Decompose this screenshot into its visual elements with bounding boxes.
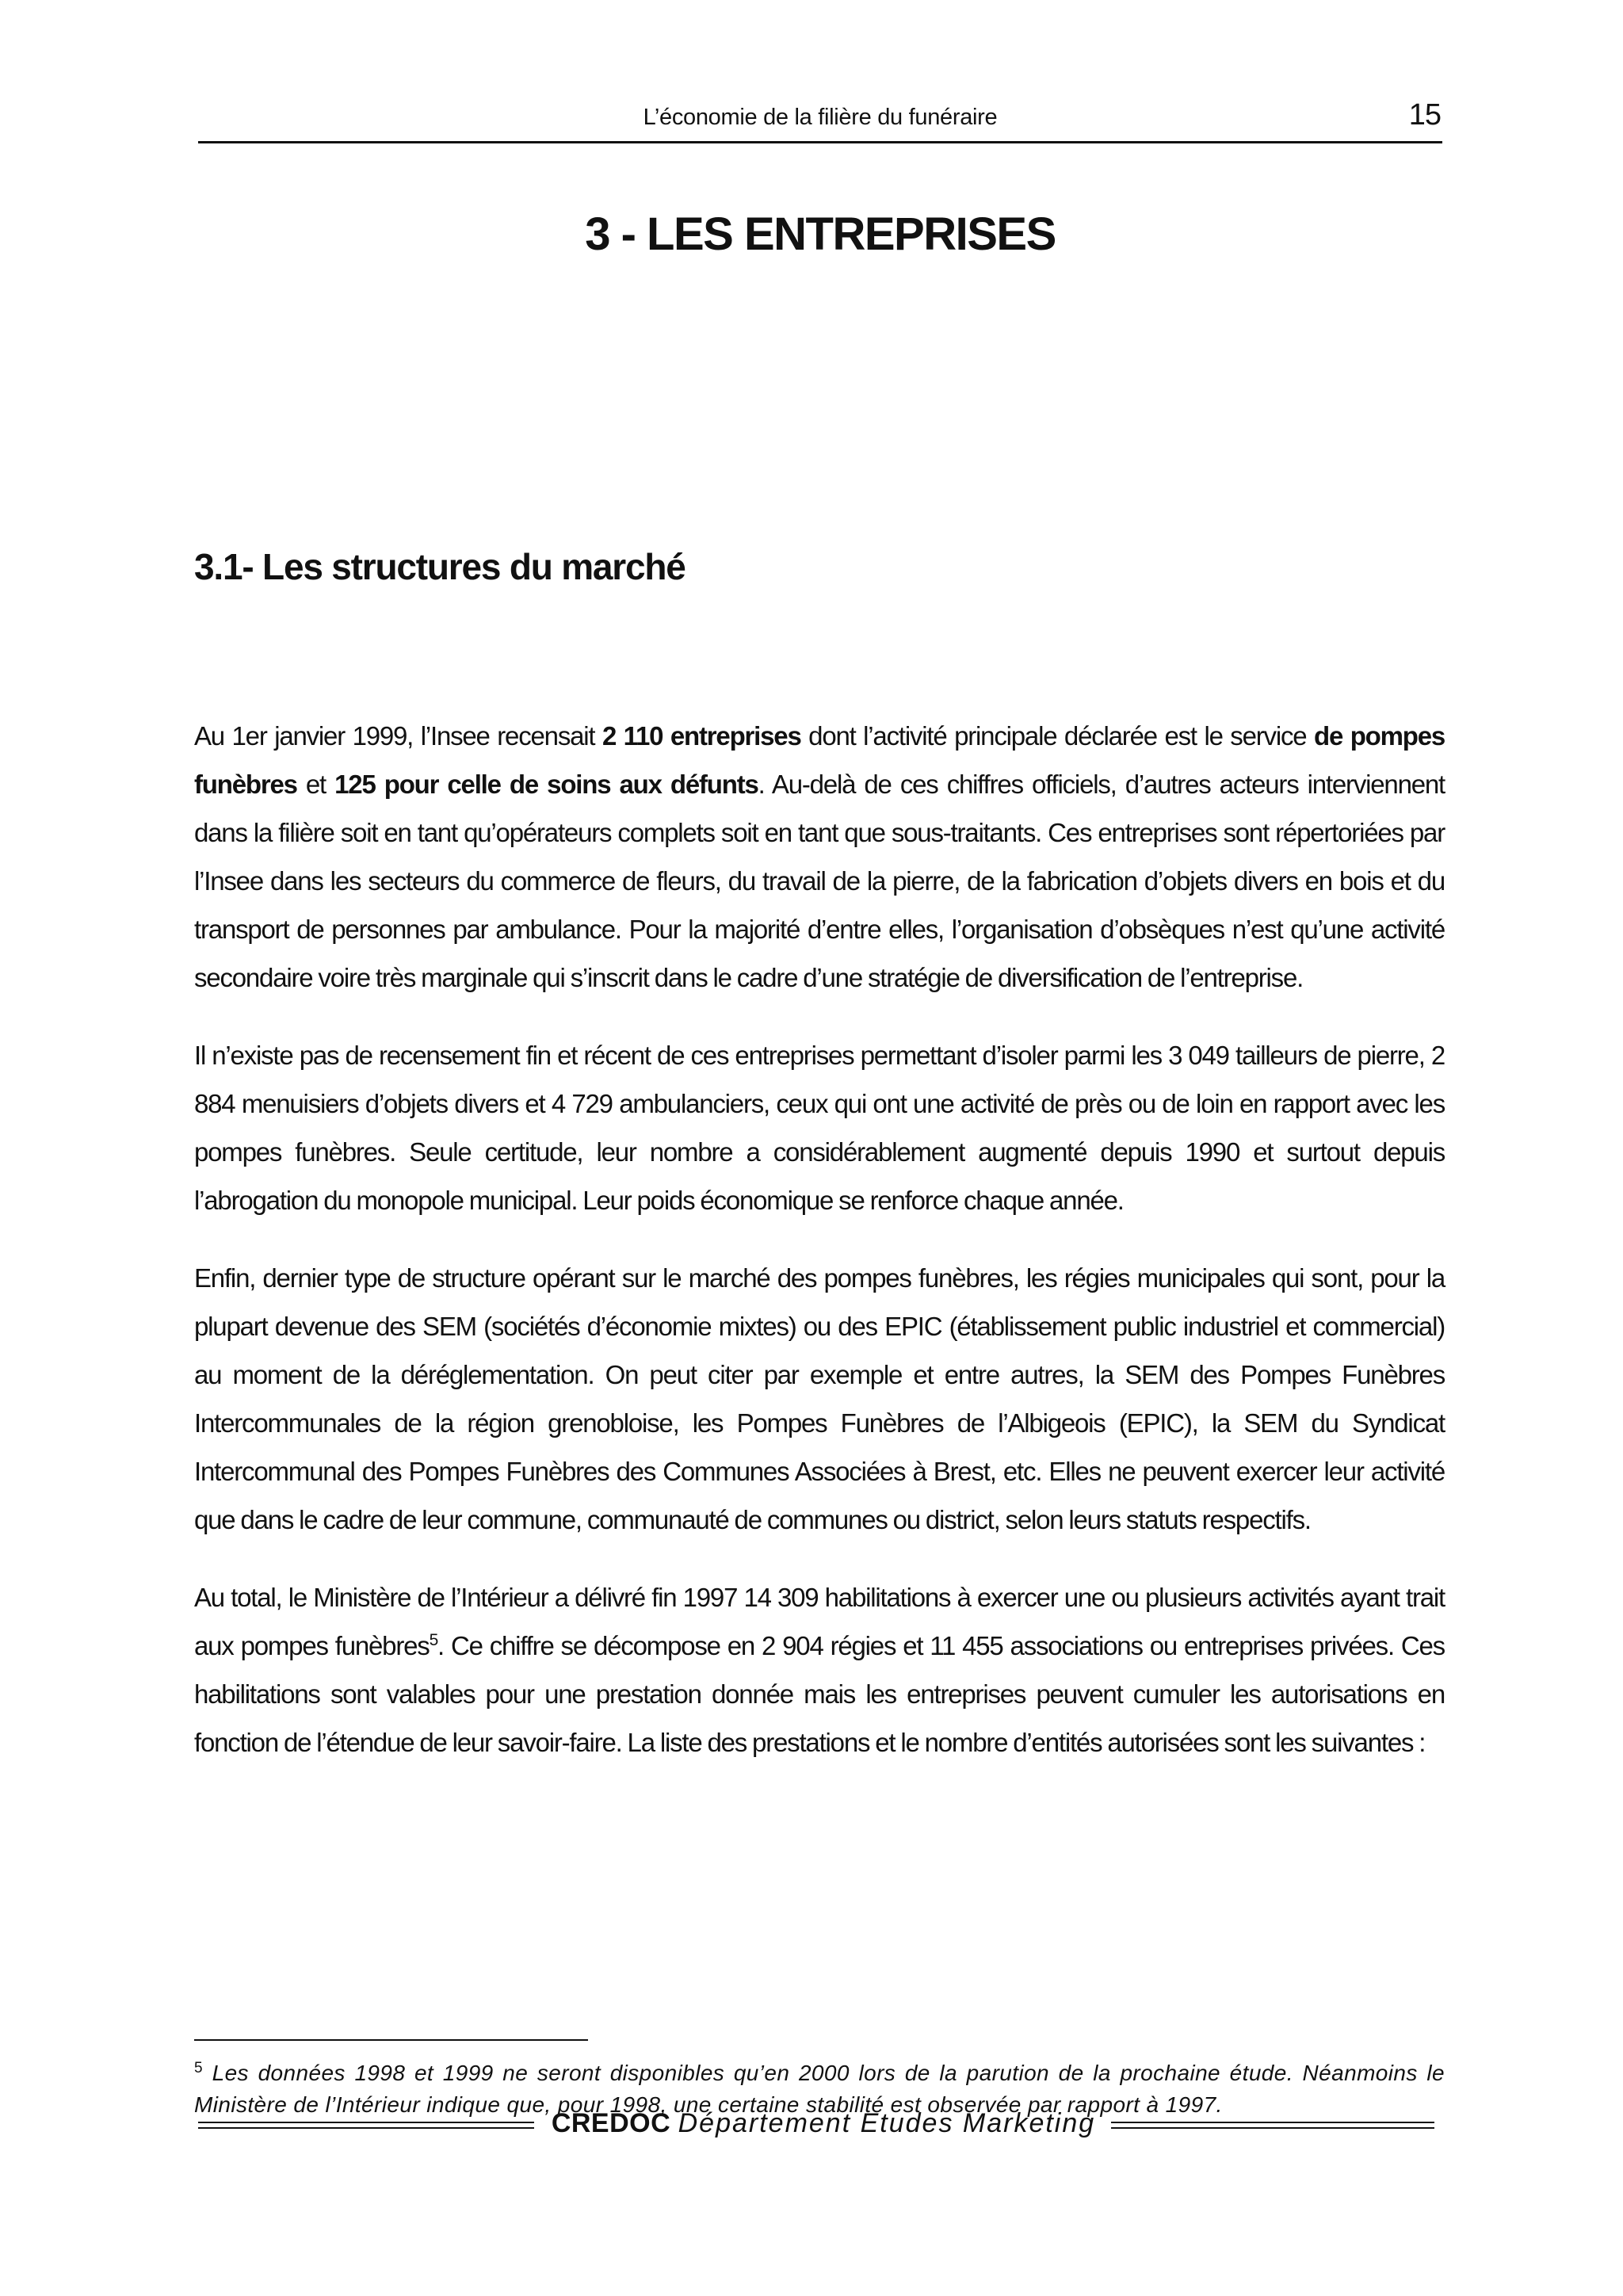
footer-rule-right [1111, 2122, 1434, 2129]
paragraph [194, 1254, 1445, 1544]
paragraph-text: dont l’activité principale déclarée est le service [800, 721, 1315, 751]
paragraph [194, 712, 1445, 1002]
footnote-reference: 5 [429, 1631, 438, 1649]
body-text [194, 712, 1445, 1796]
footer-rule-left [198, 2122, 534, 2129]
footer-department: Département Etudes Marketing [678, 2108, 1096, 2138]
paragraph-text: Enfin, dernier type de structure opérant sur le marché des pompes funèbres, les régies municipales qui sont, pour la plupart devenue des SEM (sociétés d’économie mixtes) ou des EPIC (établissement public industriel et commercial) au moment de la déréglementation. On peut citer par exemple et entre autres, la SEM des Pompes Funèbres Intercommunales de la région grenobloise, les Pompes Funèbres de l’Albigeois (EPIC), la SEM du Syndicat Intercommunal des Pompes Funèbres des Communes Associées à Brest, etc. Elles ne peuvent exercer leur activité que dans le cadre de leur commune, communauté de communes ou district, selon leurs statuts respectifs. [194, 1263, 1445, 1534]
footer-text [537, 2108, 1109, 2139]
page-header [198, 97, 1442, 143]
paragraph-text: . Ce chiffre se décompose en 2 904 régies et 11 455 associations ou entreprises privées. Ces habilitations sont valables pour une prestation donnée mais les entreprises peuvent cumuler les autorisations en fonction de l’étendue de leur savoir-faire. La liste des prestations et le nombre d’entités autorisées sont les suivantes : [194, 1631, 1445, 1757]
paragraph-text: Il n’existe pas de recensement fin et récent de ces entreprises permettant d’isoler parmi les 3 049 tailleurs de pierre, 2 884 menuisiers d’objets divers et 4 729 ambulanciers, ceux qui ont une activité de près ou de loin en rapport avec les pompes funèbres. Seule certitude, leur nombre a considérablement augmenté depuis 1990 et surtout depuis l’abrogation du monopole municipal. Leur poids économique se renforce chaque année. [194, 1041, 1445, 1215]
chapter-title: 3 - LES ENTREPRISES [585, 208, 1056, 260]
paragraph-text: . Au-delà de ces chiffres officiels, d’autres acteurs interviennent dans la filière soit en tant qu’opérateurs complets soit en tant que sous-traitants. Ces entreprises sont répertoriées par l’Insee dans les secteurs du commerce de fleurs, du travail de la pierre, de la fabrication d’objets divers en bois et du transport de personnes par ambulance. Pour la majorité d’entre elles, l’organisation d’obsèques n’est qu’une activité secondaire voire très marginale qui s’inscrit dans le cadre d’une stratégie de diversification de l’entreprise. [194, 770, 1445, 992]
page-footer [198, 2108, 1434, 2148]
footnote-rule [194, 2039, 588, 2041]
paragraph [194, 1031, 1445, 1224]
paragraph-text: Au total, le Ministère de l’Intérieur a délivré fin 1997 14 309 habilitations à exercer une ou plusieurs activités ayant trait aux pompes funèbres [194, 1583, 1445, 1660]
emphasized-text: 125 pour celle de soins aux défunts [334, 770, 758, 799]
emphasized-text: de pompes funèbres [194, 721, 1445, 799]
footnote-text: Les données 1998 et 1999 ne seront disponibles qu’en 2000 lors de la parution de la prochaine étude. Néanmoins le Ministère de l’Intérieur indique que, pour 1998, une certaine stabilité est observée par rapport à 1997. [194, 2061, 1445, 2117]
page-number: 15 [1408, 98, 1441, 132]
footer-organization: CREDOC [551, 2108, 671, 2138]
running-title: L’économie de la filière du funéraire [643, 105, 998, 130]
paragraph-text: et [296, 770, 335, 799]
paragraph-text: Au 1er janvier 1999, l’Insee recensait [194, 721, 602, 751]
paragraph [194, 1573, 1445, 1767]
section-heading: 3.1- Les structures du marché [194, 546, 685, 587]
emphasized-text: 2 110 entreprises [601, 721, 801, 751]
footnote-marker: 5 [194, 2060, 203, 2076]
